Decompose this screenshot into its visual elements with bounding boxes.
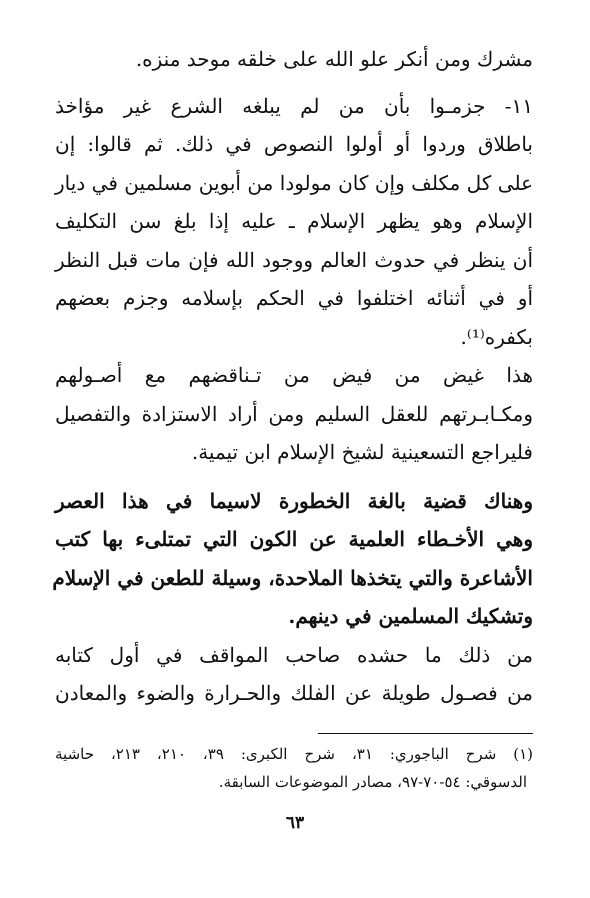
- text-line: ومكـابـرتهم للعقل السليم ومن أراد الاستزادة والتفصيل: [55, 401, 533, 426]
- text-line: وتشكيك المسلمين في دينهم.: [288, 604, 533, 628]
- text-line: من ذلك ما حشده صاحب المواقف في أول كتابه: [55, 642, 533, 667]
- text-line: من فصـول طويلة عن الفلك والحـرارة والضوء والمعادن: [55, 681, 534, 705]
- text-line: أو في أثنائه اختلفوا في الحكم بإسلامه وجزم بعضهم: [55, 286, 533, 310]
- paragraph-scientific-errors: [52, 482, 533, 636]
- text-line: وهي الأخـطاء العلمية عن الكون التي تمتلىء بها كتب: [55, 527, 533, 551]
- paragraph-mawaqif: [55, 636, 533, 713]
- text-line: فليراجع التسعينية لشيخ الإسلام ابن تيمية.: [191, 440, 533, 464]
- footnotes: [55, 740, 533, 796]
- text-line: أن ينظر في حدوث العالم ووجود الله فإن مات قبل النظر: [55, 247, 533, 272]
- text-line: الإسلام وهو يظهر الإسلام ـ عليه إذا بلغ سن التكليف: [55, 209, 533, 233]
- paragraph-intro: [55, 40, 533, 79]
- main-text: [52, 40, 534, 713]
- footnote-line: الدسوقي: ٥٤-٧٠-٩٧، مصادر الموضوعات السابقة.: [218, 773, 527, 791]
- text-line: هذا غيض من فيض من تـناقضهم مع أصـولهم: [55, 363, 533, 387]
- paragraph-point-11: [55, 87, 533, 357]
- text-line: مشرك ومن أنكر علو الله على خلقه موحد منزه.: [135, 47, 533, 71]
- text-line: الأشاعرة والتي يتخذها الملاحدة، وسيلة للطعن في الإسلام: [52, 565, 533, 590]
- text-line: باطلاق وردوا أو أولوا النصوص في ذلك. ثم قالوا: إن: [55, 132, 533, 156]
- footnote-separator: [318, 733, 533, 734]
- text-line: بكفره⁽¹⁾.: [460, 324, 533, 349]
- text-line: على كل مكلف وإن كان مولودا من أبوين مسلمين في ديار: [55, 170, 533, 195]
- footnote-line: (١) شرح الباجوري: ٣١، شرح الكبرى: ٣٩، ٢١٠، ٢١٣، حاشية: [55, 745, 534, 763]
- page-number: ٦٣: [285, 813, 305, 833]
- text-line: ١١- جزمـوا بأن من لم يبلغه الشرع غير مؤاخذ: [55, 93, 533, 118]
- paragraph-contradictions: [55, 356, 533, 472]
- text-line: وهناك قضية بالغة الخطورة لاسيما في هذا العصر: [55, 488, 533, 513]
